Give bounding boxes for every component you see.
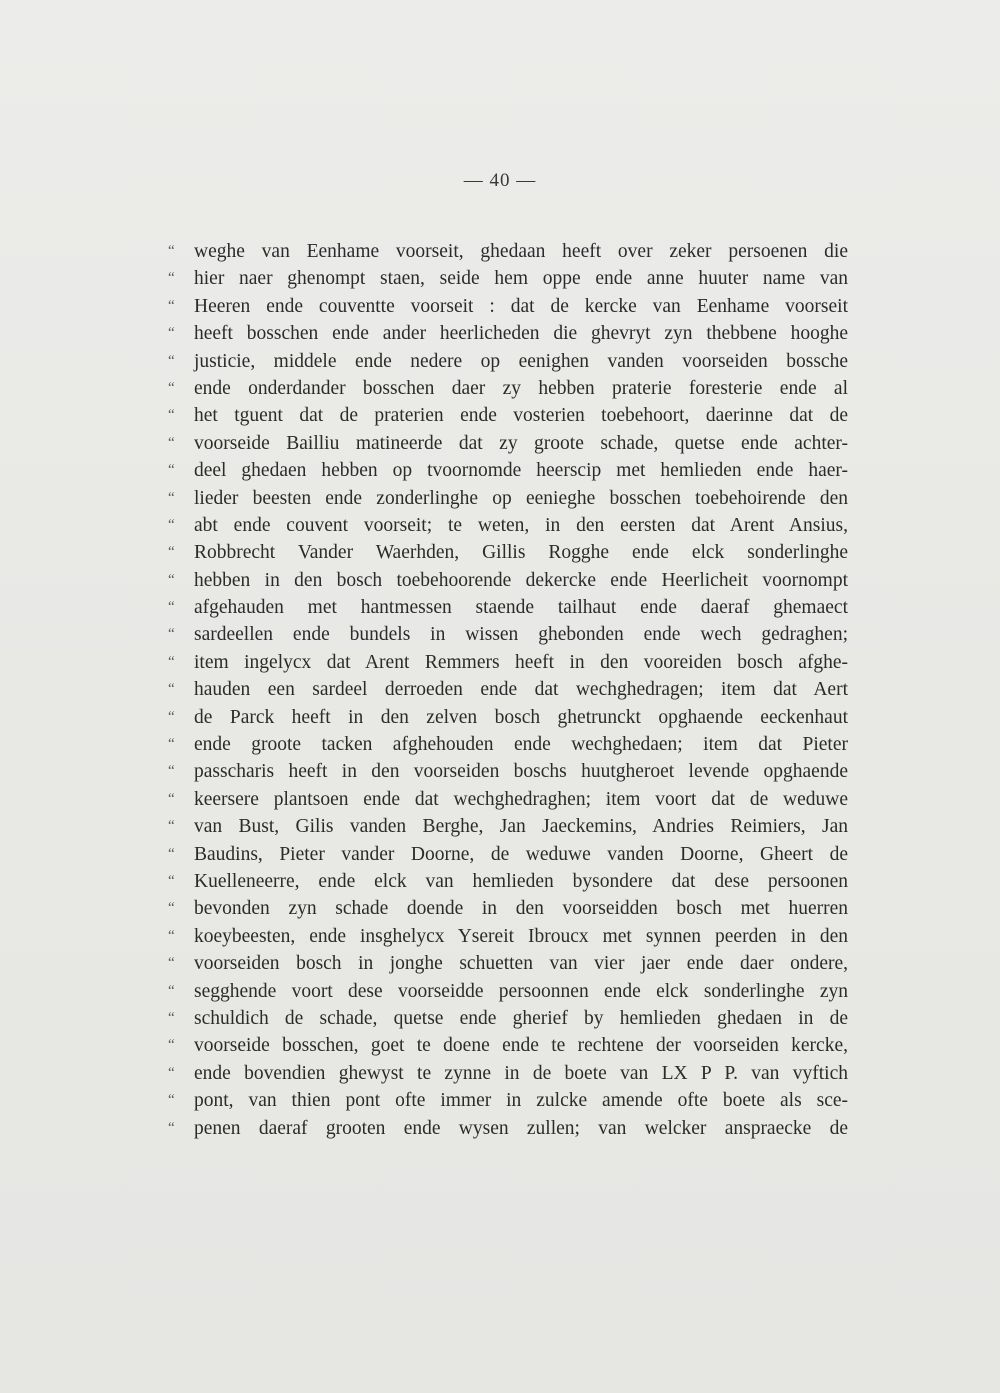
text-line xyxy=(168,457,848,484)
line-text: schuldich de schade, quetse ende gherief by hemlieden ghedaen in de xyxy=(194,1007,848,1029)
quote-mark: “ xyxy=(168,352,175,369)
text-line xyxy=(168,950,848,977)
line-text: ende groote tacken afghehouden ende wechghedaen; item dat Pieter xyxy=(194,734,848,756)
line-text: Kuelleneerre, ende elck van hemlieden bysondere dat dese persoonen xyxy=(194,870,848,892)
text-line xyxy=(168,567,848,594)
quote-mark: “ xyxy=(168,489,175,506)
line-text: ende onderdander bosschen daer zy hebben praterie foresterie ende al xyxy=(194,377,848,399)
text-line xyxy=(168,348,848,375)
body-text xyxy=(168,238,848,1142)
text-line xyxy=(168,539,848,566)
line-text: ende bovendien ghewyst te zynne in de boete van LX P P. van vyftich xyxy=(194,1062,848,1084)
text-line xyxy=(168,485,848,512)
line-text: abt ende couvent voorseit; te weten, in den eersten dat Arent Ansius, xyxy=(194,514,848,536)
line-text: koeybeesten, ende insghelycx Ysereit Ibroucx met synnen peerden in den xyxy=(194,925,848,947)
quote-mark: “ xyxy=(168,544,175,561)
line-text: afgehauden met hantmessen staende tailhaut ende daeraf ghemaect xyxy=(194,597,848,619)
text-line xyxy=(168,758,848,785)
line-text: voorseide Bailliu matineerde dat zy groote schade, quetse ende achter- xyxy=(194,432,848,454)
line-text: voorseiden bosch in jonghe schuetten van vier jaer ende daer ondere, xyxy=(194,953,848,975)
text-line xyxy=(168,375,848,402)
line-text: bevonden zyn schade doende in den voorseidden bosch met huerren xyxy=(194,898,848,920)
line-text: van Bust, Gilis vanden Berghe, Jan Jaeckemins, Andries Reimiers, Jan xyxy=(194,816,848,838)
line-text: pont, van thien pont ofte immer in zulcke amende ofte boete als sce- xyxy=(194,1090,848,1112)
quote-mark: “ xyxy=(168,1037,175,1054)
text-line xyxy=(168,1005,848,1032)
line-text: Baudins, Pieter vander Doorne, de weduwe vanden Doorne, Gheert de xyxy=(194,843,848,865)
quote-mark: “ xyxy=(168,270,175,287)
text-line xyxy=(168,704,848,731)
line-text: justicie, middele ende nedere op eenighen vanden voorseiden bossche xyxy=(194,350,848,372)
quote-mark: “ xyxy=(168,872,175,889)
text-line xyxy=(168,731,848,758)
page-number: — 40 — xyxy=(463,170,537,191)
quote-mark: “ xyxy=(168,927,175,944)
quote-mark: “ xyxy=(168,790,175,807)
text-line xyxy=(168,786,848,813)
quote-mark: “ xyxy=(168,1092,175,1109)
quote-mark: “ xyxy=(168,516,175,533)
line-text: Robbrecht Vander Waerhden, Gillis Rogghe ende elck sonderlinghe xyxy=(194,542,848,564)
text-line xyxy=(168,813,848,840)
quote-mark: “ xyxy=(168,1064,175,1081)
line-text: hebben in den bosch toebehoorende dekercke ende Heerlicheit voornompt xyxy=(194,569,848,591)
line-text: de Parck heeft in den zelven bosch ghetrunckt opghaende eeckenhaut xyxy=(194,706,848,728)
text-line xyxy=(168,430,848,457)
text-line xyxy=(168,1032,848,1059)
line-text: segghende voort dese voorseidde persoonnen ende elck sonderlinghe zyn xyxy=(194,980,848,1002)
text-line xyxy=(168,676,848,703)
quote-mark: “ xyxy=(168,818,175,835)
line-text: hier naer ghenompt staen, seide hem oppe ende anne huuter name van xyxy=(194,268,848,290)
text-line xyxy=(168,649,848,676)
quote-mark: “ xyxy=(168,325,175,342)
line-text: item ingelycx dat Arent Remmers heeft in den vooreiden bosch afghe- xyxy=(194,651,848,673)
line-text: voorseide bosschen, goet te doene ende te rechtene der voorseiden kercke, xyxy=(194,1035,848,1057)
quote-mark: “ xyxy=(168,681,175,698)
quote-mark: “ xyxy=(168,571,175,588)
text-line xyxy=(168,265,848,292)
text-line xyxy=(168,923,848,950)
quote-mark: “ xyxy=(168,462,175,479)
quote-mark: “ xyxy=(168,900,175,917)
text-line xyxy=(168,621,848,648)
line-text: het tguent dat de praterien ende vosterien toebehoort, daerinne dat de xyxy=(194,405,848,427)
line-text: deel ghedaen hebben op tvoornomde heerscip met hemlieden ende haer- xyxy=(194,460,848,482)
quote-mark: “ xyxy=(168,708,175,725)
line-text: lieder beesten ende zonderlinghe op eenieghe bosschen toebehoirende den xyxy=(194,487,848,509)
text-line xyxy=(168,238,848,265)
text-line xyxy=(168,868,848,895)
text-line xyxy=(168,895,848,922)
quote-mark: “ xyxy=(168,955,175,972)
text-line xyxy=(168,594,848,621)
line-text: hauden een sardeel derroeden ende dat wechghedragen; item dat Aert xyxy=(194,679,848,701)
quote-mark: “ xyxy=(168,434,175,451)
quote-mark: “ xyxy=(168,1009,175,1026)
quote-mark: “ xyxy=(168,736,175,753)
line-text: Heeren ende couventte voorseit : dat de kercke van Eenhame voorseit xyxy=(194,295,848,317)
text-line xyxy=(168,293,848,320)
line-text: passcharis heeft in den voorseiden boschs huutgheroet levende opghaende xyxy=(194,761,848,783)
quote-mark: “ xyxy=(168,653,175,670)
quote-mark: “ xyxy=(168,982,175,999)
line-text: keersere plantsoen ende dat wechghedraghen; item voort dat de weduwe xyxy=(194,788,848,810)
line-text: sardeellen ende bundels in wissen ghebonden ende wech gedraghen; xyxy=(194,624,848,646)
quote-mark: “ xyxy=(168,763,175,780)
line-text: weghe van Eenhame voorseit, ghedaan heeft over zeker persoenen die xyxy=(194,241,848,262)
text-line xyxy=(168,402,848,429)
text-line xyxy=(168,1087,848,1114)
quote-mark: “ xyxy=(168,599,175,616)
quote-mark: “ xyxy=(168,1119,175,1136)
line-text: heeft bosschen ende ander heerlicheden die ghevryt zyn thebbene hooghe xyxy=(194,323,848,345)
quote-mark: “ xyxy=(168,379,175,396)
text-line xyxy=(168,512,848,539)
quote-mark: “ xyxy=(168,626,175,643)
quote-mark: “ xyxy=(168,845,175,862)
line-text: penen daeraf grooten ende wysen zullen; van welcker anspraecke de xyxy=(194,1117,848,1139)
quote-mark: “ xyxy=(168,407,175,424)
text-line xyxy=(168,1060,848,1087)
quote-mark: “ xyxy=(168,297,175,314)
text-line xyxy=(168,841,848,868)
quote-mark: “ xyxy=(168,243,175,259)
text-line xyxy=(168,320,848,347)
text-line xyxy=(168,1115,848,1142)
text-line xyxy=(168,978,848,1005)
